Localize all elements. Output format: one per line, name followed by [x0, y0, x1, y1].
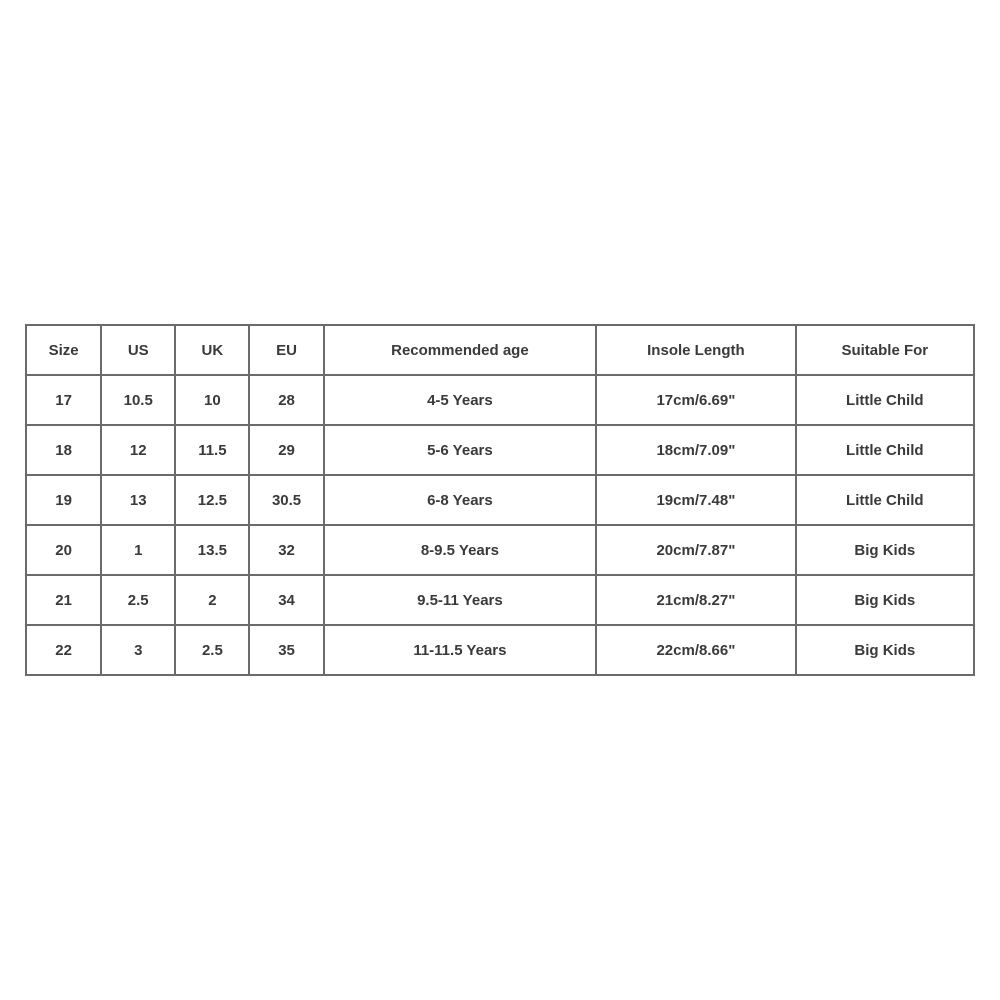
cell-suitable-for: Big Kids: [796, 575, 974, 625]
cell-suitable-for: Little Child: [796, 425, 974, 475]
cell-size: 22: [26, 625, 101, 675]
header-uk: UK: [175, 325, 249, 375]
cell-eu: 29: [249, 425, 323, 475]
cell-size: 20: [26, 525, 101, 575]
header-insole-length: Insole Length: [596, 325, 795, 375]
cell-recommended-age: 6-8 Years: [324, 475, 597, 525]
cell-eu: 32: [249, 525, 323, 575]
cell-us: 2.5: [101, 575, 175, 625]
cell-eu: 30.5: [249, 475, 323, 525]
cell-recommended-age: 4-5 Years: [324, 375, 597, 425]
header-size: Size: [26, 325, 101, 375]
cell-size: 17: [26, 375, 101, 425]
header-suitable-for: Suitable For: [796, 325, 974, 375]
header-recommended-age: Recommended age: [324, 325, 597, 375]
cell-suitable-for: Little Child: [796, 475, 974, 525]
cell-insole-length: 20cm/7.87": [596, 525, 795, 575]
cell-eu: 34: [249, 575, 323, 625]
cell-uk: 2.5: [175, 625, 249, 675]
cell-eu: 28: [249, 375, 323, 425]
header-us: US: [101, 325, 175, 375]
cell-recommended-age: 9.5-11 Years: [324, 575, 597, 625]
table-row: [26, 525, 974, 575]
cell-uk: 12.5: [175, 475, 249, 525]
cell-size: 18: [26, 425, 101, 475]
cell-us: 3: [101, 625, 175, 675]
cell-suitable-for: Big Kids: [796, 525, 974, 575]
cell-insole-length: 19cm/7.48": [596, 475, 795, 525]
cell-us: 13: [101, 475, 175, 525]
cell-insole-length: 17cm/6.69": [596, 375, 795, 425]
header-row: [26, 325, 974, 375]
table-body: [26, 375, 974, 675]
table-row: [26, 625, 974, 675]
table-row: [26, 575, 974, 625]
cell-suitable-for: Big Kids: [796, 625, 974, 675]
cell-uk: 2: [175, 575, 249, 625]
cell-recommended-age: 5-6 Years: [324, 425, 597, 475]
cell-us: 12: [101, 425, 175, 475]
cell-uk: 11.5: [175, 425, 249, 475]
cell-eu: 35: [249, 625, 323, 675]
cell-size: 19: [26, 475, 101, 525]
cell-insole-length: 21cm/8.27": [596, 575, 795, 625]
table-row: [26, 425, 974, 475]
cell-us: 1: [101, 525, 175, 575]
cell-us: 10.5: [101, 375, 175, 425]
cell-uk: 10: [175, 375, 249, 425]
table-row: [26, 375, 974, 425]
cell-insole-length: 22cm/8.66": [596, 625, 795, 675]
cell-insole-length: 18cm/7.09": [596, 425, 795, 475]
table-header: [26, 325, 974, 375]
cell-recommended-age: 11-11.5 Years: [324, 625, 597, 675]
cell-uk: 13.5: [175, 525, 249, 575]
cell-suitable-for: Little Child: [796, 375, 974, 425]
cell-size: 21: [26, 575, 101, 625]
size-chart-table: [25, 324, 975, 676]
cell-recommended-age: 8-9.5 Years: [324, 525, 597, 575]
table-row: [26, 475, 974, 525]
header-eu: EU: [249, 325, 323, 375]
